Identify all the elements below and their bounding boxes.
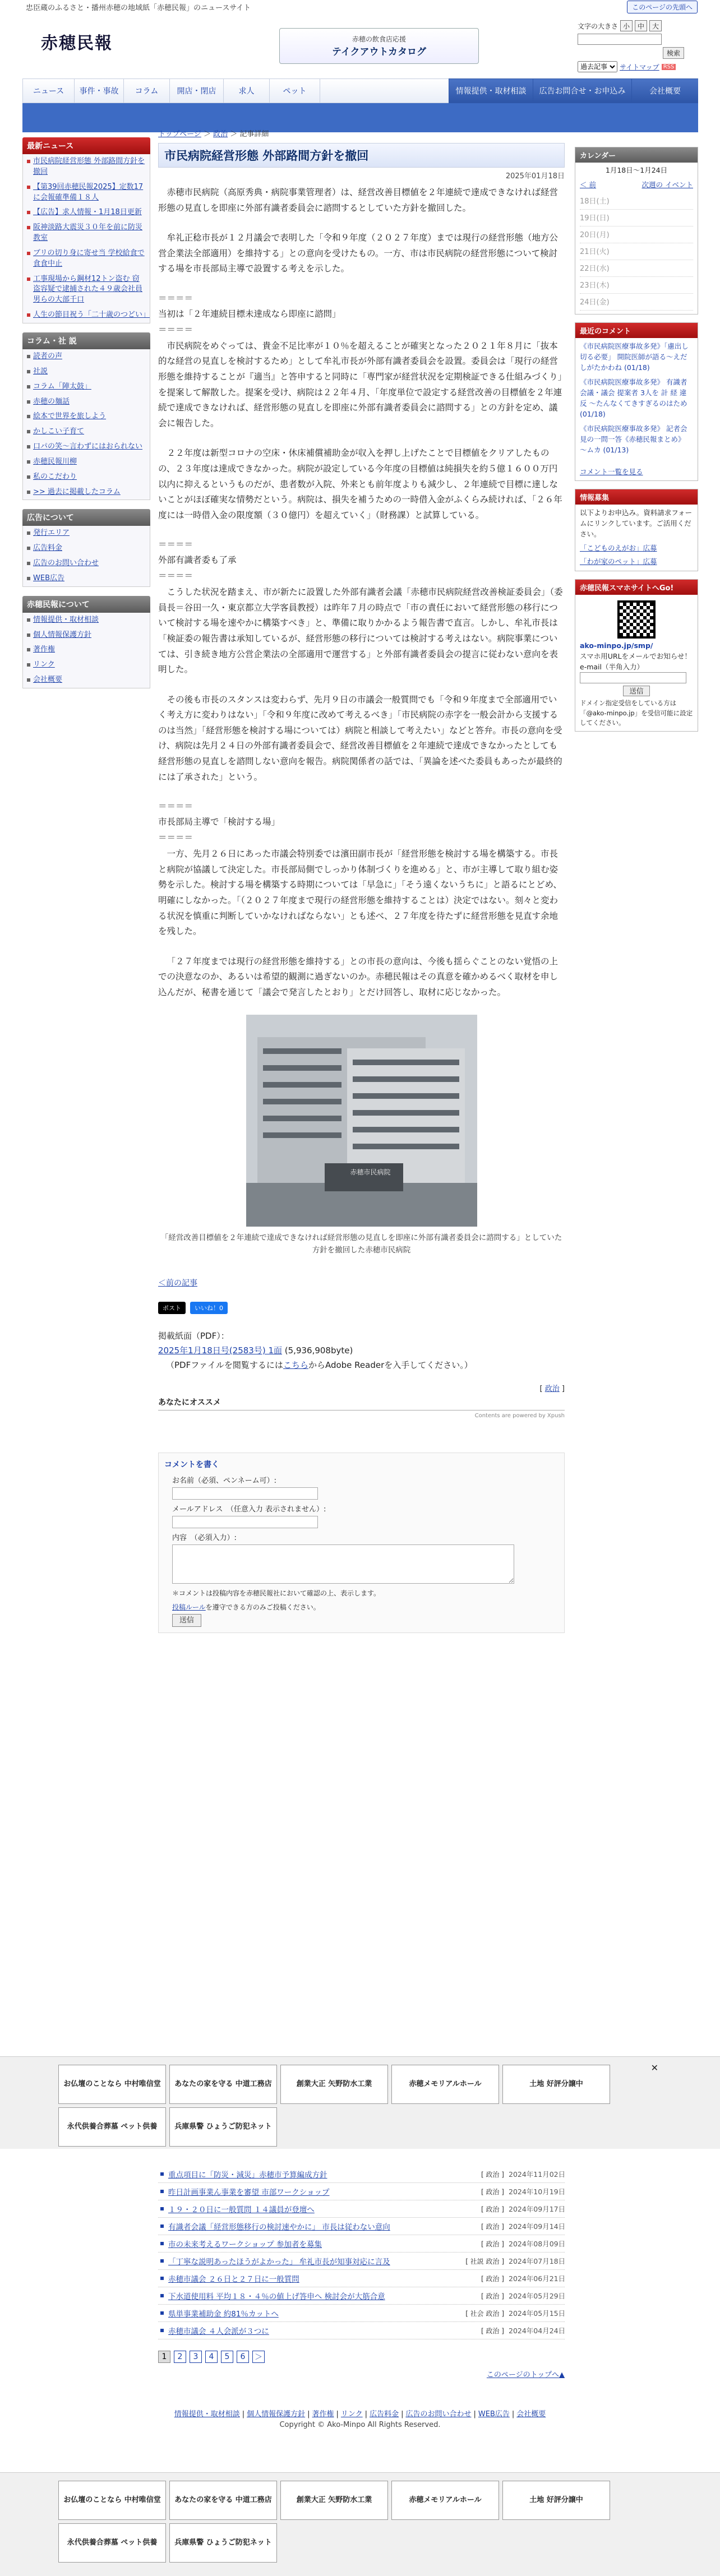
font-small-button[interactable]: 小 — [620, 20, 633, 31]
footer-link[interactable]: 個人情報保護方針 — [247, 2410, 306, 2418]
about-item — [23, 673, 150, 688]
ad-cell[interactable]: 創業大正 矢野防水工業 — [280, 2481, 388, 2520]
column-item-link[interactable]: コラム「陣太鼓」 — [33, 382, 91, 391]
related-article-title[interactable]: 県単事業補助金 約81％カットへ — [168, 2310, 279, 2319]
header — [0, 13, 720, 70]
related-article-row — [158, 2235, 565, 2253]
ad-info-item — [23, 556, 150, 571]
adobe-link[interactable]: こちら — [283, 1360, 308, 1371]
latest-news-heading: 最新ニュース — [22, 137, 150, 154]
breadcrumb: トップページ ＞ 政治 ＞ 記事詳細 — [158, 130, 269, 138]
section-subheading: 当初は「２年連続目標未達成なら即座に諮問」 — [158, 308, 341, 319]
column-list — [22, 349, 150, 500]
nav-item[interactable]: 広告お問合せ・お申込み — [533, 78, 631, 103]
column-item-link[interactable]: 赤穂民報川柳 — [33, 457, 77, 466]
calendar-day: 24日(金) — [580, 294, 693, 311]
page-link[interactable]: 5 — [221, 2351, 233, 2363]
about-item-link[interactable]: 著作権 — [33, 645, 56, 654]
related-article-row — [158, 2270, 565, 2287]
about-item-link[interactable]: 情報提供・取材相談 — [33, 615, 99, 624]
pdf-note-pre: （PDFファイルを閲覧するには — [166, 1360, 283, 1371]
pdf-label: 掲載紙面（PDF）： — [158, 1330, 229, 1341]
about-item-link[interactable]: リンク — [33, 660, 55, 669]
calendar-day: 18日(土) — [580, 193, 693, 210]
latest-news-item — [23, 205, 150, 220]
related-article-date: 2024年04月24日 — [509, 2327, 566, 2335]
ad-info-item — [23, 541, 150, 556]
nav-item[interactable]: 事件・事故 — [74, 78, 123, 103]
section-separator: ＝＝＝＝ — [158, 324, 193, 335]
related-article-date: 2024年05月29日 — [509, 2292, 566, 2300]
site-tagline: 忠臣蔵のふるさと・播州赤穂の地域紙「赤穂民報」のニュースサイト — [26, 3, 251, 12]
recent-comment-item[interactable]: 《市民病院医療事故多発》 有識者会議・議会 提案者 3人を 計 経 違反 〜たんなくてきすぎるのはため (01/18) — [580, 378, 687, 418]
related-article-title[interactable]: 赤穂市議会 ４人会派が３つに — [168, 2327, 269, 2336]
section-separator: ＝＝＝＝ — [158, 801, 193, 812]
related-article-title[interactable]: 「丁寧な説明あったほうがよかった」 牟礼市長が知事対応に言及 — [168, 2258, 390, 2267]
share-buttons — [158, 1302, 565, 1314]
comment-textarea[interactable] — [172, 1544, 514, 1584]
related-article-date: 2024年05月15日 — [509, 2309, 566, 2318]
related-article-date: 2024年06月21日 — [509, 2274, 566, 2283]
hospital-photo — [246, 1015, 477, 1227]
pdf-note-post: からAdobe Readerを入手してください。） — [308, 1360, 473, 1371]
calendar-heading: カレンダー — [575, 147, 698, 163]
column-item-link[interactable]: 絵本で世界を旅しよう — [33, 412, 107, 421]
article-paragraph: こうした状況を踏まえ、市が新たに設置した外部有識者会議「赤穂市民病院経営改善検証委員会」（委員長＝谷田一久・東京都立大学客員教授）は昨年７月の時点で「市の責任において経営形態の移行について検討する場を速やかに構築すべき」と、準備に取りかかるよう報告書で直言。しかし、牟礼市長は「検証委の報告書は承知しているが、経営形態の移行については検討する考えはない。病院事業については、引き続き地方公営企業法の全部適用で運営する」と外部有識者委員会の提言に従わない意向を表明した。 — [158, 587, 563, 675]
related-article-row — [158, 2253, 565, 2270]
email-field[interactable] — [172, 1516, 318, 1528]
ad-cell[interactable]: 赤穂メモリアルホール — [391, 2065, 499, 2104]
search-input[interactable] — [578, 34, 662, 45]
calendar-day: 22日(水) — [580, 260, 693, 277]
recent-comment-list — [575, 338, 698, 464]
takeout-banner[interactable] — [279, 28, 479, 64]
related-article-title[interactable]: 重点項目に「防災・減災」赤穂市予算編成方針 — [168, 2171, 327, 2180]
previous-article-link[interactable]: ＜前の記事 — [158, 1278, 197, 1288]
pdf-link[interactable]: 2025年1月18日号(2583号) 1面 — [158, 1345, 282, 1356]
related-article-title[interactable]: 有識者会議「経営形態移行の検討速やかに」 市長は従わない意向 — [168, 2223, 390, 2232]
comment-form — [158, 1453, 565, 1633]
related-article-row — [158, 2183, 565, 2200]
article-paragraph: 赤穂市民病院（高原秀典・病院事業管理者）は、経営改善目標値を２年連続で達成できなければ経営形態の見直しを即座に外部有識者委員会に諮問するとしていた方針を撤回した。 — [158, 187, 559, 213]
nav-item[interactable]: 情報提供・取材相談 — [449, 78, 533, 103]
breadcrumb-top[interactable]: トップページ — [158, 130, 201, 138]
x-post-button[interactable]: ポスト — [158, 1302, 186, 1314]
ad-cell[interactable]: 土地 好評分譲中 — [502, 2481, 610, 2520]
related-article-row — [158, 2287, 565, 2305]
footer-link[interactable]: WEB広告 — [478, 2410, 510, 2418]
info-request — [575, 489, 698, 571]
latest-news-list — [22, 154, 150, 323]
latest-news-item-link[interactable]: ブリの切り身に寄せ当 学校給食で食食中止 — [33, 248, 145, 268]
related-article-date: 2024年10月19日 — [509, 2187, 566, 2196]
related-article-category[interactable]: [ 政治 ] — [481, 2327, 504, 2335]
column-item-link[interactable]: 社説 — [33, 367, 48, 376]
section-separator: ＝＝＝＝ — [158, 833, 193, 843]
ad-info-item-link[interactable]: 広告料金 — [33, 544, 63, 553]
related-article-category[interactable]: [ 政治 ] — [481, 2292, 504, 2300]
article-paragraph: その後も市長のスタンスは変わらず、先月９日の市議会一般質問でも「令和９年度まで全部適用でいく考え方に変わりはない」「令和９年度に改めて考えるべき」「市民病院の赤字を一般会計から支援するのは当然」「経営形態を検討する場については）病院と相談して考えたい」などと答弁。市長の意向を受け、病院は先月２４日の外部有識者委員会で、経営改善目標値を２年連続で達成できなかったとしても経営形態の見直しを諮問しない意向を報告。病院関係者の話では、「異論を述べた委員もあったが最終的には了承された」という。 — [158, 694, 562, 782]
back-to-top-link[interactable]: このページのトップへ▲ — [486, 2371, 565, 2379]
related-article-row — [158, 2322, 565, 2339]
page-link[interactable]: 2 — [174, 2351, 186, 2363]
column-item — [23, 470, 150, 485]
ad-info-item-link[interactable]: 広告のお問い合わせ — [33, 559, 99, 568]
related-article-category[interactable]: [ 政治 ] — [481, 2274, 504, 2283]
search-scope-select[interactable] — [578, 61, 617, 72]
pagination — [158, 2351, 565, 2363]
column-item — [23, 485, 150, 500]
ad-cell[interactable]: お仏壇のことなら 中村唯信堂 — [58, 2065, 166, 2104]
latest-news-item-link[interactable]: 【広告】求人情報・1月18日更新 — [33, 208, 142, 217]
qr-code-icon — [617, 600, 656, 639]
name-label: お名前（必須、ペンネーム可）: — [172, 1477, 276, 1486]
comment-form-title: コメントを書く — [164, 1460, 219, 1470]
breadcrumb-category[interactable]: 政治 — [213, 130, 228, 138]
font-size-label: 文字の大きさ — [578, 22, 619, 30]
name-field[interactable] — [172, 1487, 318, 1500]
related-article-category[interactable]: [ 政治 ] — [481, 2205, 504, 2213]
ad-info-item-link[interactable]: 発行エリア — [33, 529, 70, 538]
latest-news-item-link[interactable]: 市民病院経営形態 外部路間方針を撤回 — [33, 157, 145, 176]
breadcrumb-current: 記事詳細 — [239, 130, 269, 138]
photo-sign: 赤穂市民病院 — [350, 1168, 391, 1177]
page-link[interactable]: 3 — [190, 2351, 202, 2363]
week-next-link[interactable]: 次週の イベント — [641, 181, 693, 189]
recommend-heading: あなたにオススメ — [158, 1396, 565, 1410]
ad-info-item — [23, 571, 150, 586]
comment-note: ＊コメントは投稿内容を赤穂民報社において確認の上、表示します。 — [172, 1589, 381, 1598]
recent-comment-item[interactable]: 《市民病院医療事故多発》「慮出し切る必要」 開院医師が語る〜えだしがたかわね (01/18) — [580, 342, 689, 372]
article-area — [158, 128, 565, 1644]
page-link[interactable]: 6 — [237, 2351, 249, 2363]
ad-info-item-link[interactable]: WEB広告 — [33, 574, 64, 582]
category-link[interactable]: 政治 — [544, 1385, 560, 1394]
ad-banner-top — [0, 2056, 720, 2149]
recent-comment-item[interactable]: 《市民病院医療事故多発》 記者会見の一問一答《赤穂民報まとめ》 〜ムカ (01/13) — [580, 424, 687, 454]
font-size-control — [578, 20, 684, 75]
calendar-day: 19日(日) — [580, 210, 693, 226]
mobile-note: ドメイン指定受信をしている方は「@ako-minpo.jp」を受信可能に設定してください。 — [580, 699, 693, 727]
related-article-category[interactable]: [ 政治 ] — [481, 2222, 504, 2231]
recent-comments-heading: 最近のコメント — [575, 323, 698, 338]
footer-nav: 情報提供・取材相談 | 個人情報保護方針 | 著作権 | リンク | 広告料金 | 広告のお問い合わせ | WEB広告 | 会社概要 — [174, 2410, 546, 2418]
top-line — [0, 0, 720, 13]
latest-news-item-link[interactable]: 工事現場から鋼材12トン盗む 窃盗容疑で逮捕された４９歳会社員男らの大部千口 — [33, 274, 143, 304]
article-body — [158, 185, 565, 1000]
section-subheading: 外部有識者委も了承 — [158, 555, 237, 566]
related-article-date: 2024年07月18日 — [509, 2257, 566, 2265]
week-range: 1月18日〜1月24日 — [605, 166, 668, 174]
related-article-date: 2024年09月14日 — [509, 2222, 566, 2231]
rss-badge[interactable]: RSS — [662, 64, 676, 70]
article-paragraph: 一方、先月２６日にあった市議会特別委では濱田副市長が「経営形態を検討する場を構築する。市長と病院が協議して決定した。市長部局側でしっかり体制づくりを進める」と、市が主導して取り組む姿勢を示した。検討する場を構築する時期については「早急に」「そう遠くないうちに」と語るにとどめ、明確にしなかった。「（２０２７年度まで現行の経営形態を維持することは）決定ではない。刻々と変わる状況を慎重に判断していかなければならない」とも述べ、２７年度を待たずに経営形態を見直す余地を残した。 — [158, 849, 562, 937]
ad-cell[interactable]: お仏壇のことなら 中村唯信堂 — [58, 2481, 166, 2520]
about-item-link[interactable]: 個人情報保護方針 — [33, 630, 92, 639]
footer-link[interactable]: 広告料金 — [370, 2410, 399, 2418]
site-logo[interactable]: 赤穂民報 — [41, 34, 113, 53]
article-paragraph: 牟礼正稔市長が１２月議会で表明した「令和９年度（２０２７年度）までは現行の経営形態（地方公営企業法全部適用）を維持する」との意向を受けたもの。一方、市は市民病院の経営形態について検討する場を市長部局主導で設置する考えを示した。 — [158, 233, 559, 274]
article-paragraph: ２２年度は新型コロナの空床・休床補償補助金が収入を押し上げたことで目標値をクリアしたものの、２３年度は達成できなかった。病院が設定している今年度の目標値は純損失を約５億１６００万円以内に抑えるというものだが、患者数が入院、外来とも前年度よりも減少し、２年連続で目標に達しないことがほぼ確実な情勢だという。病院は、損失を補うための一時借入金がふくらみ続ければ、「２６年度には一時借入金の限度額（３０億円）を超えていく」（財務課）と試算している。 — [158, 448, 562, 520]
banner-title: テイクアウトカタログ — [332, 47, 426, 58]
column-item-link[interactable]: 読者の声 — [33, 352, 63, 360]
latest-news-item-link[interactable]: 【第39回赤穂民報2025】定数17に会報確準備１８人 — [33, 182, 144, 202]
related-article-category[interactable]: [ 政治 ] — [481, 2170, 504, 2179]
column-item — [23, 424, 150, 440]
related-article-row — [158, 2305, 565, 2322]
column-item-link[interactable]: 赤穂の麺話 — [33, 397, 70, 406]
article-title: 市民病院経営形態 外部路間方針を撤回 — [158, 143, 565, 168]
comment-send-button[interactable]: 送信 — [172, 1614, 201, 1627]
related-article-row — [158, 2166, 565, 2183]
column-item — [23, 349, 150, 364]
pdf-info — [158, 1329, 565, 1373]
mobile-send-button[interactable]: 送信 — [623, 686, 649, 696]
latest-news-item — [23, 308, 150, 323]
column-item — [23, 380, 150, 395]
category-tag: [ 政治 ] — [539, 1385, 565, 1394]
section-separator: ＝＝＝＝ — [158, 571, 193, 581]
nav-item[interactable]: 開店・閉店 — [169, 78, 223, 103]
latest-news-item — [23, 220, 150, 246]
related-articles — [158, 2161, 565, 2385]
related-article-category[interactable]: [ 政治 ] — [481, 2240, 504, 2248]
main-nav — [22, 78, 698, 103]
about-item — [23, 628, 150, 643]
latest-news-item — [23, 154, 150, 180]
ad-cell[interactable]: 兵庫県警 ひょうご防犯ネット — [169, 2107, 277, 2147]
comment-list-link[interactable]: コメント一覧を見る — [580, 467, 643, 476]
related-article-title[interactable]: １９・２０日に一般質問 １４議員が登壇へ — [168, 2205, 315, 2214]
column-item — [23, 409, 150, 424]
related-article-row — [158, 2218, 565, 2235]
hospital-building-image — [246, 1015, 477, 1227]
posting-rule-link[interactable]: 投稿ルール — [172, 1603, 206, 1612]
ad-heading: 広告について — [22, 509, 150, 526]
about-item — [23, 613, 150, 628]
ad-cell[interactable]: 永代供養合葬墓 ペット供養 — [58, 2523, 166, 2563]
related-article-category[interactable]: [ 政治 ] — [481, 2187, 504, 2196]
footer-link[interactable]: 会社概要 — [516, 2410, 546, 2418]
search-button[interactable]: 検索 — [663, 47, 684, 59]
about-item-link[interactable]: 会社概要 — [33, 676, 63, 685]
right-sidebar — [575, 147, 698, 739]
content-label: 内容 （必須入力）: — [172, 1534, 237, 1543]
week-prev-link[interactable]: ＜ 前 — [580, 181, 596, 189]
column-item-link[interactable]: >> 過去に掲載したコラム — [33, 487, 121, 496]
column-heading: コラム・社 説 — [22, 332, 150, 349]
info-request-heading: 情報募集 — [575, 489, 698, 505]
section-subheading: 市長部局主導で「検討する場」 — [158, 817, 280, 827]
page-top-button[interactable]: このページの先頭へ — [627, 1, 698, 13]
ad-cell[interactable]: 土地 好評分譲中 — [502, 2065, 610, 2104]
ad-cell[interactable]: あなたの家を守る 中道工務店 — [169, 2065, 277, 2104]
column-item — [23, 455, 150, 470]
related-article-date: 2024年08月09日 — [509, 2240, 566, 2248]
related-article-title[interactable]: 昨日計画事業ん事業を審望 市部ワークショップ — [168, 2188, 330, 2197]
section-separator: ＝＝＝＝ — [158, 539, 193, 550]
powered-by: Contents are powered by Xpush — [474, 1413, 565, 1419]
kids-smile-link[interactable]: 「こどものえがお」広募 — [580, 543, 657, 552]
latest-news-item — [23, 180, 150, 206]
nav-item[interactable]: 求人 — [223, 78, 269, 103]
footer-link[interactable]: 著作権 — [312, 2410, 334, 2418]
column-item — [23, 364, 150, 380]
calendar-day: 23日(木) — [580, 277, 693, 294]
copyright: Copyright © Ako-Minpo All Rights Reserved. — [279, 2421, 441, 2429]
about-item — [23, 658, 150, 673]
about-heading: 赤穂民報について — [22, 596, 150, 613]
font-mid-button[interactable]: 中 — [635, 20, 647, 31]
banner-subtitle: 赤穂の飲食店応援 — [352, 35, 406, 43]
column-item-link[interactable]: 口パの笑〜言わずにはおられない — [33, 442, 143, 451]
related-article-category[interactable]: [ 社会 政治 ] — [465, 2309, 504, 2318]
latest-news-item-link[interactable]: 人生の節目祝う「二十歳のつどい」 — [33, 311, 150, 320]
related-article-title[interactable]: 市の未来考えるワークショップ 参加者を募集 — [168, 2240, 322, 2249]
font-large-button[interactable]: 大 — [649, 20, 662, 31]
footer-link[interactable]: リンク — [340, 2410, 363, 2418]
column-item — [23, 395, 150, 410]
photo-caption: 「経営改善目標値を２年連続で達成できなければ経営形態の見直しを即座に外部有識者委員会に諮問する」としていた方針を撤回した赤穂市民病院 — [160, 1233, 562, 1255]
calendar-day: 21日(火) — [580, 243, 693, 260]
article-date: 2025年01月18日 — [505, 172, 565, 181]
ad-info-item — [23, 526, 150, 541]
pdf-size: (5,936,908byte) — [284, 1345, 353, 1356]
ad-cell[interactable]: あなたの家を守る 中道工務店 — [169, 2481, 277, 2520]
mobile-mail-label: e-mail（半角入力） — [580, 662, 644, 671]
column-item — [23, 440, 150, 455]
mobile-text: スマホ用URLをメールでお知らせ！ — [580, 651, 691, 660]
column-item-link[interactable]: 私のこだわり — [33, 472, 77, 481]
related-article-category[interactable]: [ 社説 政治 ] — [465, 2257, 504, 2265]
footer-link[interactable]: 広告のお問い合わせ — [405, 2410, 472, 2418]
about-list — [22, 613, 150, 688]
recent-comments — [575, 322, 698, 481]
day-list — [575, 192, 698, 314]
nav-item[interactable]: 会社概要 — [631, 78, 698, 103]
sitemap-link[interactable]: サイトマップ — [620, 63, 659, 71]
ad-cell[interactable]: 兵庫県警 ひょうご防犯ネット — [169, 2523, 277, 2563]
related-article-date: 2024年09月17日 — [509, 2205, 566, 2213]
mobile-url[interactable]: ako-minpo.jp/smp/ — [580, 641, 653, 650]
footer-link[interactable]: 情報提供・取材相談 — [174, 2410, 240, 2418]
calendar-day: 20日(月) — [580, 226, 693, 243]
mobile-mail-input[interactable] — [580, 672, 686, 683]
column-item-link[interactable]: かしこい子育て — [33, 427, 85, 436]
related-article-title[interactable]: 赤穂市議会 ２６日と２７日に一般質問 — [168, 2275, 299, 2284]
latest-news-item — [23, 272, 150, 308]
nav-item[interactable]: コラム — [123, 78, 169, 103]
ad-cell[interactable]: 永代供養合葬墓 ペット供養 — [58, 2107, 166, 2147]
left-sidebar — [22, 137, 150, 697]
section-separator: ＝＝＝＝ — [158, 293, 193, 303]
ad-cell[interactable]: 赤穂メモリアルホール — [391, 2481, 499, 2520]
nav-item — [320, 78, 449, 103]
facebook-like-button[interactable]: いいね！0 — [190, 1302, 228, 1314]
mobile-site-heading: 赤穂民報スマホサイトへGo! — [575, 580, 698, 595]
article-paragraph: 市民病院をめぐっては、貴金不足比率が１０％を超えることが確実となった２０２１年８月に「抜本的な経営の見直しを検討するため」として牟礼市長が外部有識者委員会を設置。委員会は「現行の経営形態を維持することが『適当』と答申すると同時に「専門家が経営状況を定期検証できる仕組みづくり」を提案して解散した。提案を受け、病院は２２年４月、「年度単位で設定する経営改善の目標値を２年連続で達成できなければ、経営形態の見直しを即座に外部有識者委員会に諮問する」との方針を定め、議会に報告した。 — [158, 340, 562, 428]
about-item — [23, 642, 150, 658]
mail-label: メールアドレス （任意入力 表示されません）: — [172, 1505, 326, 1514]
posting-rule-note: 投稿ルールを遵守できる方のみご投稿ください。 — [172, 1603, 320, 1612]
pet-link[interactable]: 「わが家のペット」広募 — [580, 557, 657, 566]
article-paragraph: 「２７年度までは現行の経営形態を維持する」との市長の意向は、今後も揺らぐことのない覚悟の上での決意なのか、あるいは希望的観測に過ぎないのか。赤穂民報はその真意を確かめるべく取材を申し込んだが、秘書を通じて「議会で発言したとおり」とだけ回答し、取材に応じなかった。 — [158, 956, 559, 997]
ad-banner-bottom — [0, 2472, 720, 2576]
page-link[interactable]: 4 — [205, 2351, 218, 2363]
latest-news-item-link[interactable]: 阪神淡路大震災３０年を前に防災教室 — [33, 223, 143, 243]
close-icon[interactable]: ✕ — [650, 2062, 658, 2073]
info-request-text: 以下よりお申込み。資料請求フォームにリンクしています。ご活用ください。 — [580, 508, 693, 538]
related-article-title[interactable]: 下水道使用料 平均１８・４％の値上げ答申へ 検討会が大筋合意 — [168, 2292, 385, 2301]
nav-item[interactable]: ニュース — [22, 78, 74, 103]
week-calendar — [575, 147, 698, 315]
related-article-date: 2024年11月02日 — [509, 2170, 566, 2179]
page-link: 1 — [158, 2351, 170, 2363]
mobile-site — [575, 579, 698, 732]
ad-info-list — [22, 526, 150, 586]
related-article-row — [158, 2200, 565, 2218]
page-link[interactable]: ＞ — [252, 2351, 265, 2363]
ad-cell[interactable]: 創業大正 矢野防水工業 — [280, 2065, 388, 2104]
nav-item[interactable]: ペット — [269, 78, 320, 103]
latest-news-item — [23, 246, 150, 272]
